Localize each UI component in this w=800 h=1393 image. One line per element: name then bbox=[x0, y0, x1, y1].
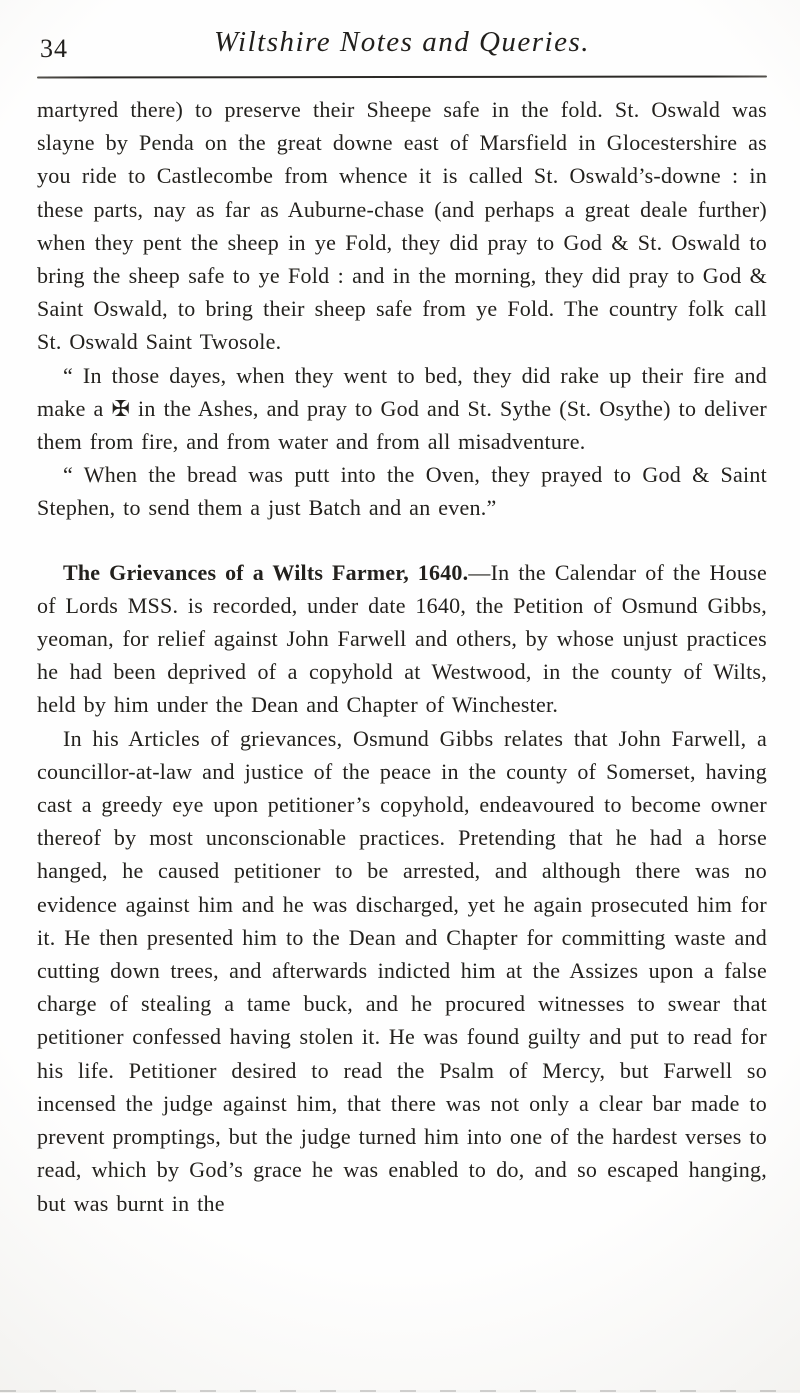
paragraph-articles-of-grievances: In his Articles of grievances, Osmund Gibbs relates that John Farwell, a councillor-at-law and justice of the peace in the county of Somerset, having cast a greedy eye upon petitioner’s copyhold, endeavoured to become owner thereof by most unconscionable practices. Pretending that he had a horse hanged, he caused petitioner to be arrested, and although there was no evidence against him and he was discharged, yet he again prosecuted him for it. He then presented him to the Dean and Chapter for committing waste and cutting down trees, and afterwards indicted him at the Assizes upon a false charge of stealing a tame buck, and he procured witnesses to swear that petitioner confessed having stolen it. He was found guilty and put to read for his life. Petitioner desired to read the Psalm of Mercy, but Farwell so incensed the judge against him, that there was not only a clear bar made to prevent promptings, but the judge turned him into one of the hardest verses to read, which by God’s grace he was enabled to do, and so escaped hanging, but was burnt in the bbox=[37, 725, 767, 1216]
paragraph-grievances-intro bbox=[37, 556, 767, 722]
section-heading: The Grievances of a Wilts Farmer, 1640. bbox=[63, 559, 469, 585]
section-intro-text: —In the Calendar of the House of Lords MSS. is recorded, under date 1640, the Petition of Osmund Gibbs, yeoman, for relief against John Farwell and others, by whose unjust practices he had been deprived of a copyhold at Westwood, in the county of Wilts, held by him under the Dean and Chapter of Winchester. bbox=[37, 559, 767, 718]
running-title: Wiltshire Notes and Queries. bbox=[213, 26, 591, 58]
paragraph-oswald-continuation: martyred there) to preserve their Sheepe safe in the fold. St. Oswald was slayne by Penda on the great downe east of Marsfield in Glocestershire as you ride to Castlecombe from whence it is called St. Oswald’s-downe : in these parts, nay as far as Auburne-chase (and perhaps a great deale further) when they pent the sheep in ye Fold, they did pray to God & St. Oswald to bring the sheep safe to ye Fold : and in the morning, they did pray to God & Saint Oswald, to bring their sheep safe from ye Fold. The country folk call St. Oswald Saint Twosole. bbox=[37, 97, 767, 355]
page-header bbox=[40, 26, 764, 68]
paragraph-bread-quote: “ When the bread was putt into the Oven, they prayed to God & Saint Stephen, to send them a just Batch and an even.” bbox=[37, 462, 767, 521]
paragraph-dayes-quote: “ In those dayes, when they went to bed, they did rake up their fire and make a ✠ in the Ashes, and pray to God and St. Sythe (St. Osythe) to deliver them from fire, and from water and from all misadventure. bbox=[37, 362, 767, 455]
scan-bottom-edge-marks bbox=[0, 1390, 800, 1392]
page-number: 34 bbox=[40, 34, 68, 63]
header-rule bbox=[37, 75, 767, 78]
page-body bbox=[37, 93, 767, 1220]
